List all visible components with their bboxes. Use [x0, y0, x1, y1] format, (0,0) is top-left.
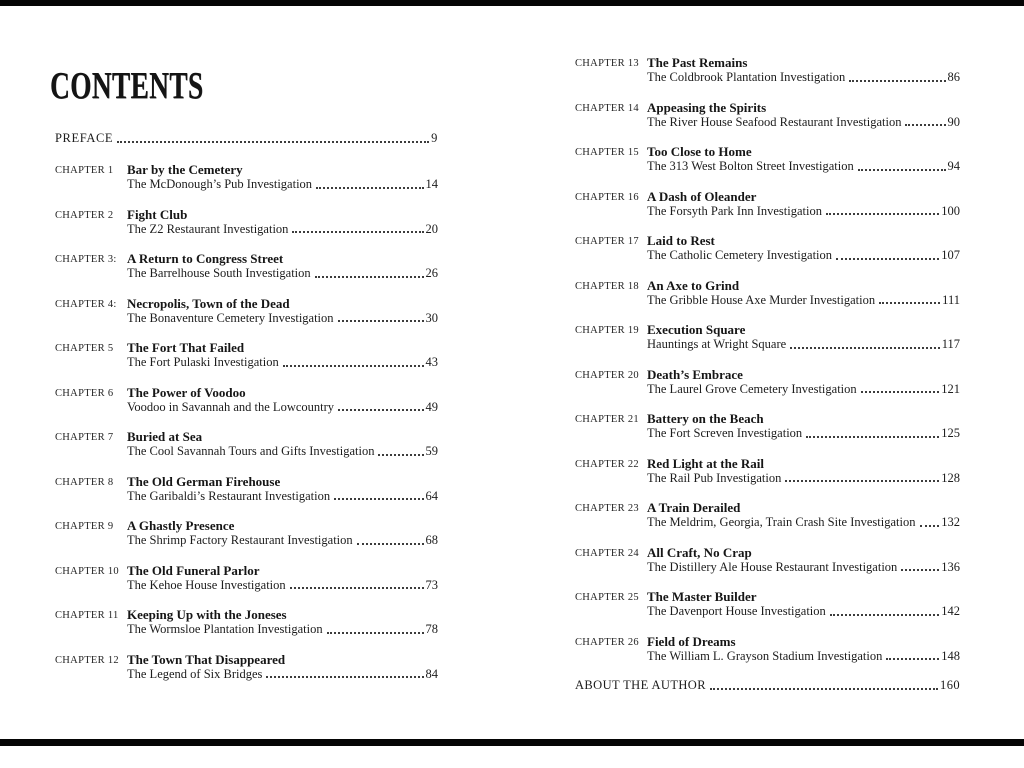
chapter-number-label: CHAPTER 13 — [575, 58, 639, 69]
toc-entry — [55, 251, 438, 281]
preface-entry — [55, 131, 438, 146]
chapter-page-number: 125 — [941, 426, 960, 440]
toc-entry-body — [647, 411, 960, 441]
chapter-page-number: 30 — [425, 310, 438, 325]
chapter-subtitle: The Gribble House Axe Murder Investigation — [647, 292, 876, 307]
dot-leader — [861, 391, 940, 393]
chapter-subtitle: The River House Seafood Restaurant Investigation — [647, 114, 902, 129]
chapter-subtitle: The Rail Pub Investigation — [647, 470, 782, 485]
toc-entry-body — [127, 607, 438, 637]
dot-leader — [316, 187, 423, 189]
toc-entry-body — [647, 100, 960, 130]
chapter-number-label: CHAPTER 14 — [575, 102, 639, 114]
toc-entry-body — [647, 55, 960, 85]
chapter-subtitle-row — [647, 293, 960, 308]
chapter-page-number: 136 — [941, 559, 960, 574]
chapter-subtitle: The Laurel Grove Cemetery Investigation — [647, 381, 857, 396]
chapter-title: Bar by the Cemetery — [127, 162, 243, 177]
chapter-subtitle: The Wormsloe Plantation Investigation — [127, 622, 323, 636]
chapter-number-label: CHAPTER 23 — [575, 503, 639, 514]
chapter-subtitle-row — [647, 560, 960, 575]
chapter-subtitle-row — [127, 177, 438, 192]
left-entries-list — [55, 162, 438, 682]
chapter-subtitle: The Shrimp Factory Restaurant Investigation — [127, 533, 353, 547]
chapter-number-label: CHAPTER 10 — [55, 565, 119, 577]
toc-entry — [575, 55, 960, 85]
chapter-subtitle-row — [647, 382, 960, 397]
chapter-subtitle: Hauntings at Wright Square — [647, 337, 787, 351]
chapter-subtitle: The Forsyth Park Inn Investigation — [647, 203, 822, 218]
toc-entry — [575, 278, 960, 308]
toc-entry-body — [647, 367, 960, 397]
dot-leader — [283, 365, 424, 367]
dot-leader — [266, 676, 423, 678]
chapter-title: Laid to Rest — [647, 233, 715, 248]
dot-leader — [117, 141, 429, 143]
about-author-entry — [575, 678, 960, 693]
chapter-page-number: 94 — [947, 159, 960, 173]
chapter-subtitle: The Meldrim, Georgia, Train Crash Site Investigation — [647, 515, 916, 529]
chapter-subtitle-row — [647, 159, 960, 174]
dot-leader — [886, 658, 939, 660]
chapter-title: The Past Remains — [647, 55, 748, 70]
chapter-number-label: CHAPTER 11 — [55, 610, 119, 621]
chapter-page-number: 64 — [425, 488, 438, 503]
dot-leader — [315, 276, 424, 278]
toc-entry — [55, 652, 438, 682]
toc-entry — [55, 296, 438, 326]
chapter-page-number: 59 — [425, 444, 438, 458]
chapter-subtitle-row — [647, 115, 960, 130]
chapter-title: Fight Club — [127, 206, 188, 222]
toc-entry-body — [647, 589, 960, 619]
chapter-subtitle-row — [127, 222, 438, 237]
chapter-title: A Ghastly Presence — [127, 518, 235, 533]
chapter-number-label: CHAPTER 26 — [575, 636, 639, 648]
chapter-number-label: CHAPTER 25 — [575, 592, 639, 603]
chapter-subtitle: The 313 West Bolton Street Investigation — [647, 159, 854, 173]
chapter-subtitle-row — [127, 622, 438, 637]
toc-entry — [575, 500, 960, 530]
chapter-subtitle-row — [127, 311, 438, 326]
chapter-number-label: CHAPTER 19 — [575, 325, 639, 336]
chapter-title: The Old Funeral Parlor — [127, 562, 260, 578]
toc-right-column — [575, 55, 960, 693]
toc-entry — [55, 607, 438, 637]
chapter-subtitle: The Barrelhouse South Investigation — [127, 266, 311, 280]
toc-entry-body — [127, 207, 438, 237]
chapter-page-number: 128 — [941, 470, 960, 485]
chapter-title: Battery on the Beach — [647, 411, 764, 426]
chapter-title: The Power of Voodoo — [127, 384, 246, 400]
chapter-title: A Return to Congress Street — [127, 251, 284, 266]
chapter-subtitle-row — [647, 604, 960, 619]
chapter-subtitle: The William L. Grayson Stadium Investigation — [647, 648, 883, 663]
chapter-subtitle-row — [127, 578, 438, 593]
chapter-title: Execution Square — [647, 322, 746, 337]
toc-entry-body — [647, 634, 960, 664]
chapter-page-number: 142 — [941, 604, 960, 618]
toc-entry — [575, 233, 960, 263]
toc-entry — [575, 634, 960, 664]
toc-entry — [575, 411, 960, 441]
toc-entry-body — [127, 296, 438, 326]
toc-entry-body — [127, 652, 438, 682]
chapter-page-number: 14 — [425, 177, 438, 191]
dot-leader — [338, 409, 423, 411]
dot-leader — [901, 569, 939, 571]
chapter-page-number: 78 — [425, 622, 438, 636]
toc-entry — [55, 474, 438, 504]
chapter-subtitle-row — [647, 515, 960, 530]
right-entries-list — [575, 55, 960, 664]
chapter-title: Too Close to Home — [647, 144, 752, 159]
chapter-page-number: 90 — [947, 114, 960, 129]
chapter-title: The Town That Disappeared — [127, 651, 286, 667]
chapter-subtitle: The Davenport House Investigation — [647, 604, 826, 618]
dot-leader — [849, 80, 945, 82]
dot-leader — [826, 213, 939, 215]
chapter-number-label: CHAPTER 5 — [55, 343, 114, 354]
chapter-subtitle: The Garibaldi’s Restaurant Investigation — [127, 488, 331, 503]
dot-leader — [836, 258, 939, 260]
dot-leader — [785, 480, 939, 482]
chapter-page-number: 132 — [941, 515, 960, 529]
dot-leader — [790, 347, 940, 349]
toc-entry-body — [647, 144, 960, 174]
dot-leader — [338, 320, 424, 322]
dot-leader — [858, 169, 946, 171]
scan-edge-bottom-bar — [0, 739, 1024, 746]
chapter-subtitle-row — [127, 533, 438, 548]
toc-entry — [55, 340, 438, 370]
chapter-title: Buried at Sea — [127, 429, 203, 444]
chapter-number-label: CHAPTER 22 — [575, 458, 639, 470]
chapter-number-label: CHAPTER 16 — [575, 191, 639, 203]
chapter-subtitle-row — [127, 400, 438, 415]
chapter-page-number: 121 — [941, 381, 960, 396]
chapter-subtitle-row — [127, 667, 438, 682]
chapter-number-label: CHAPTER 17 — [575, 236, 639, 247]
chapter-subtitle-row — [647, 70, 960, 85]
chapter-subtitle-row — [647, 248, 960, 263]
chapter-subtitle-row — [127, 489, 438, 504]
toc-entry — [575, 144, 960, 174]
chapter-title: Necropolis, Town of the Dead — [127, 295, 290, 311]
chapter-page-number: 111 — [942, 292, 960, 307]
toc-entry — [575, 100, 960, 130]
toc-entry — [575, 367, 960, 397]
toc-entry-body — [127, 518, 438, 548]
chapter-number-label: CHAPTER 4: — [55, 298, 117, 310]
chapter-number-label: CHAPTER 9 — [55, 521, 114, 532]
chapter-page-number: 100 — [941, 203, 960, 218]
chapter-title: Appeasing the Spirits — [647, 99, 767, 115]
chapter-subtitle: The Coldbrook Plantation Investigation — [647, 70, 846, 84]
chapter-title: A Dash of Oleander — [647, 188, 757, 204]
chapter-title: Red Light at the Rail — [647, 455, 764, 471]
toc-left-column — [55, 131, 438, 696]
toc-entry — [575, 189, 960, 219]
chapter-title: All Craft, No Crap — [647, 544, 752, 560]
toc-entry — [55, 563, 438, 593]
toc-entry — [575, 456, 960, 486]
chapter-number-label: CHAPTER 20 — [575, 369, 639, 381]
toc-entry-body — [647, 278, 960, 308]
toc-entry-body — [647, 322, 960, 352]
dot-leader — [327, 632, 424, 634]
chapter-number-label: CHAPTER 12 — [55, 654, 119, 666]
chapter-number-label: CHAPTER 1 — [55, 165, 114, 176]
preface-page-number: 9 — [431, 131, 438, 145]
toc-entry-body — [127, 251, 438, 281]
chapter-subtitle-row — [127, 355, 438, 370]
toc-entry-body — [647, 456, 960, 486]
chapter-page-number: 84 — [425, 666, 438, 681]
chapter-page-number: 107 — [941, 248, 960, 262]
toc-entry-body — [127, 340, 438, 370]
toc-entry-body — [127, 474, 438, 504]
chapter-number-label: CHAPTER 18 — [575, 280, 639, 292]
chapter-subtitle: The Cool Savannah Tours and Gifts Investigation — [127, 444, 375, 458]
dot-leader — [292, 231, 423, 233]
toc-entry — [55, 518, 438, 548]
chapter-subtitle: The Legend of Six Bridges — [127, 666, 263, 681]
toc-entry-body — [647, 545, 960, 575]
dot-leader — [920, 525, 940, 527]
about-author-page-number: 160 — [940, 678, 960, 692]
chapter-subtitle: The Kehoe House Investigation — [127, 577, 286, 592]
chapter-number-label: CHAPTER 7 — [55, 432, 114, 443]
toc-entry-body — [647, 233, 960, 263]
toc-entry-body — [127, 429, 438, 459]
chapter-page-number: 68 — [425, 533, 438, 547]
toc-entry — [55, 385, 438, 415]
toc-entry — [55, 207, 438, 237]
page-title: CONTENTS — [50, 65, 204, 108]
toc-entry-body — [127, 385, 438, 415]
preface-label: PREFACE — [55, 131, 114, 145]
chapter-title: Death’s Embrace — [647, 366, 743, 382]
toc-entry-body — [647, 500, 960, 530]
toc-entry — [575, 322, 960, 352]
chapter-subtitle: The Bonaventure Cemetery Investigation — [127, 310, 334, 325]
chapter-page-number: 26 — [425, 266, 438, 280]
chapter-subtitle-row — [127, 444, 438, 459]
dot-leader — [357, 543, 424, 545]
chapter-number-label: CHAPTER 15 — [575, 147, 639, 158]
chapter-subtitle-row — [647, 649, 960, 664]
chapter-title: An Axe to Grind — [647, 277, 740, 293]
chapter-page-number: 73 — [425, 577, 438, 592]
chapter-title: The Old German Firehouse — [127, 473, 281, 489]
toc-entry-body — [127, 162, 438, 192]
chapter-subtitle: The Z2 Restaurant Investigation — [127, 221, 289, 236]
chapter-page-number: 43 — [425, 355, 438, 369]
chapter-title: A Train Derailed — [647, 500, 741, 515]
chapter-page-number: 49 — [425, 399, 438, 414]
chapter-subtitle: The McDonough’s Pub Investigation — [127, 177, 313, 191]
about-author-label: ABOUT THE AUTHOR — [575, 678, 706, 692]
chapter-subtitle: The Fort Screven Investigation — [647, 426, 803, 440]
chapter-title: Field of Dreams — [647, 633, 736, 649]
chapter-subtitle: The Distillery Ale House Restaurant Investigation — [647, 559, 898, 574]
scan-edge-top-bar — [0, 0, 1024, 6]
chapter-subtitle: The Catholic Cemetery Investigation — [647, 248, 833, 262]
toc-entry — [575, 545, 960, 575]
chapter-subtitle-row — [647, 471, 960, 486]
dot-leader — [334, 498, 423, 500]
toc-entry-body — [647, 189, 960, 219]
chapter-page-number: 148 — [941, 648, 960, 663]
chapter-number-label: CHAPTER 3: — [55, 254, 117, 265]
chapter-page-number: 20 — [425, 221, 438, 236]
chapter-subtitle: The Fort Pulaski Investigation — [127, 355, 279, 369]
chapter-title: The Master Builder — [647, 589, 757, 604]
dot-leader — [290, 587, 424, 589]
chapter-subtitle-row — [127, 266, 438, 281]
dot-leader — [378, 454, 423, 456]
dot-leader — [905, 124, 945, 126]
chapter-number-label: CHAPTER 8 — [55, 476, 114, 488]
chapter-page-number: 86 — [947, 70, 960, 84]
chapter-number-label: CHAPTER 24 — [575, 547, 639, 559]
chapter-number-label: CHAPTER 6 — [55, 387, 114, 399]
dot-leader — [830, 614, 939, 616]
toc-entry — [55, 429, 438, 459]
chapter-subtitle-row — [647, 337, 960, 352]
chapter-title: The Fort That Failed — [127, 340, 245, 355]
toc-entry-body — [127, 563, 438, 593]
chapter-number-label: CHAPTER 21 — [575, 414, 639, 425]
chapter-subtitle-row — [647, 426, 960, 441]
chapter-subtitle-row — [647, 204, 960, 219]
toc-entry — [55, 162, 438, 192]
dot-leader — [879, 302, 940, 304]
chapter-number-label: CHAPTER 2 — [55, 209, 114, 221]
dot-leader — [710, 688, 938, 690]
dot-leader — [806, 436, 939, 438]
toc-entry — [575, 589, 960, 619]
chapter-page-number: 117 — [941, 337, 960, 351]
chapter-subtitle: Voodoo in Savannah and the Lowcountry — [127, 399, 335, 414]
chapter-title: Keeping Up with the Joneses — [127, 607, 287, 622]
